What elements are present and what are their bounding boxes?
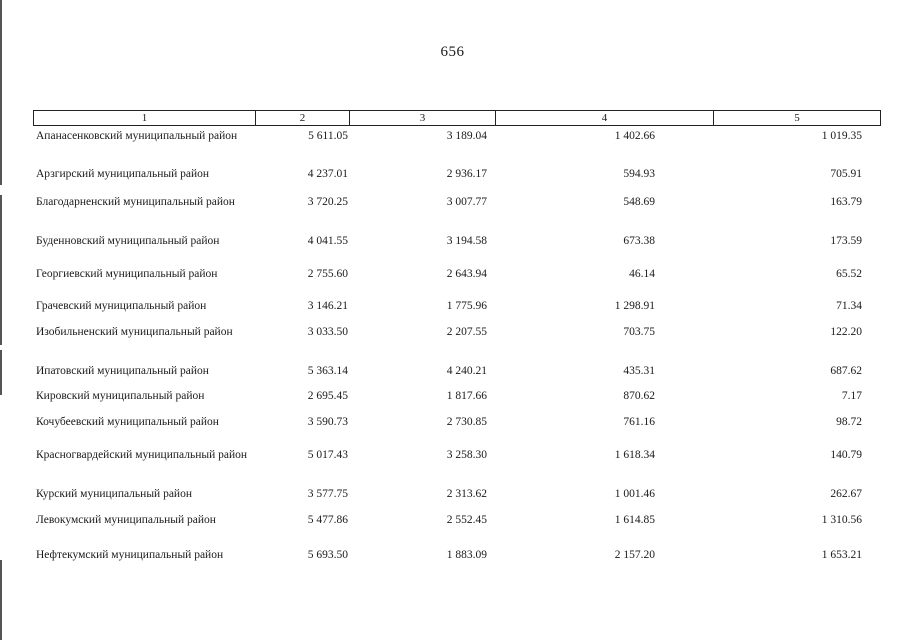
value-col-3: 1 775.96 — [446, 300, 487, 312]
value-col-3: 2 936.17 — [446, 168, 487, 180]
value-col-5: 1 310.56 — [821, 514, 862, 526]
value-col-2: 3 590.73 — [307, 416, 348, 428]
value-col-2: 5 017.43 — [307, 449, 348, 461]
district-name: Нефтекумский муниципальный район — [36, 549, 224, 561]
value-col-4: 2 157.20 — [614, 549, 655, 561]
value-col-3: 1 883.09 — [446, 549, 487, 561]
district-name: Грачевский муниципальный район — [36, 300, 207, 312]
value-col-5: 1 653.21 — [821, 549, 862, 561]
value-col-2: 3 720.25 — [307, 196, 348, 208]
column-header-3: 3 — [350, 111, 496, 125]
left-margin-rule — [0, 0, 2, 640]
value-col-4: 1 402.66 — [614, 130, 655, 142]
value-col-2: 2 695.45 — [307, 390, 348, 402]
value-col-3: 2 207.55 — [446, 326, 487, 338]
value-col-3: 3 189.04 — [446, 130, 487, 142]
value-col-2: 5 693.50 — [307, 549, 348, 561]
district-name: Курский муниципальный район — [36, 488, 192, 500]
district-name: Буденновский муниципальный район — [36, 235, 220, 247]
value-col-2: 3 033.50 — [307, 326, 348, 338]
value-col-2: 5 611.05 — [308, 130, 348, 142]
value-col-5: 122.20 — [830, 326, 862, 338]
value-col-5: 71.34 — [836, 300, 862, 312]
value-col-5: 687.62 — [830, 365, 862, 377]
value-col-2: 4 041.55 — [307, 235, 348, 247]
district-name: Апанасенковский муниципальный район — [36, 130, 238, 142]
value-col-4: 673.38 — [623, 235, 655, 247]
value-col-5: 65.52 — [836, 268, 862, 280]
value-col-4: 548.69 — [623, 196, 655, 208]
value-col-4: 870.62 — [623, 390, 655, 402]
value-col-4: 1 614.85 — [614, 514, 655, 526]
district-name: Ипатовский муниципальный район — [36, 365, 209, 377]
district-name: Красногвардейский муниципальный район — [36, 449, 248, 461]
value-col-5: 705.91 — [830, 168, 862, 180]
value-col-4: 761.16 — [623, 416, 655, 428]
value-col-5: 163.79 — [830, 196, 862, 208]
value-col-5: 140.79 — [830, 449, 862, 461]
value-col-2: 3 577.75 — [307, 488, 348, 500]
value-col-5: 173.59 — [830, 235, 862, 247]
value-col-2: 5 477.86 — [307, 514, 348, 526]
column-header-2: 2 — [256, 111, 350, 125]
column-header-5: 5 — [794, 112, 800, 124]
district-name: Благодарненский муниципальный район — [36, 196, 235, 208]
district-name: Кочубеевский муниципальный район — [36, 416, 219, 428]
value-col-4: 1 618.34 — [614, 449, 655, 461]
value-col-5: 1 019.35 — [821, 130, 862, 142]
column-header-4: 4 — [496, 111, 714, 125]
value-col-2: 2 755.60 — [307, 268, 348, 280]
value-col-3: 3 258.30 — [446, 449, 487, 461]
page-number: 656 — [440, 44, 465, 60]
value-col-2: 4 237.01 — [307, 168, 348, 180]
district-name: Георгиевский муниципальный район — [36, 268, 218, 280]
value-col-3: 3 194.58 — [446, 235, 487, 247]
column-number-header — [33, 110, 881, 126]
value-col-5: 262.67 — [830, 488, 862, 500]
value-col-4: 594.93 — [623, 168, 655, 180]
value-col-5: 98.72 — [836, 416, 862, 428]
value-col-3: 2 730.85 — [446, 416, 487, 428]
value-col-3: 2 643.94 — [446, 268, 487, 280]
value-col-3: 1 817.66 — [446, 390, 487, 402]
district-name: Левокумский муниципальный район — [36, 514, 216, 526]
value-col-3: 4 240.21 — [446, 365, 487, 377]
value-col-4: 703.75 — [623, 326, 655, 338]
value-col-4: 46.14 — [629, 268, 655, 280]
value-col-4: 1 298.91 — [614, 300, 655, 312]
value-col-4: 1 001.46 — [614, 488, 655, 500]
value-col-2: 3 146.21 — [307, 300, 348, 312]
value-col-4: 435.31 — [623, 365, 655, 377]
value-col-3: 2 552.45 — [446, 514, 487, 526]
district-name: Изобильненский муниципальный район — [36, 326, 233, 338]
value-col-2: 5 363.14 — [307, 365, 348, 377]
value-col-5: 7.17 — [841, 390, 862, 402]
value-col-3: 3 007.77 — [446, 196, 487, 208]
column-header-1: 1 — [34, 111, 256, 125]
value-col-3: 2 313.62 — [446, 488, 487, 500]
district-name: Кировский муниципальный район — [36, 390, 205, 402]
district-name: Арзгирский муниципальный район — [36, 168, 210, 180]
